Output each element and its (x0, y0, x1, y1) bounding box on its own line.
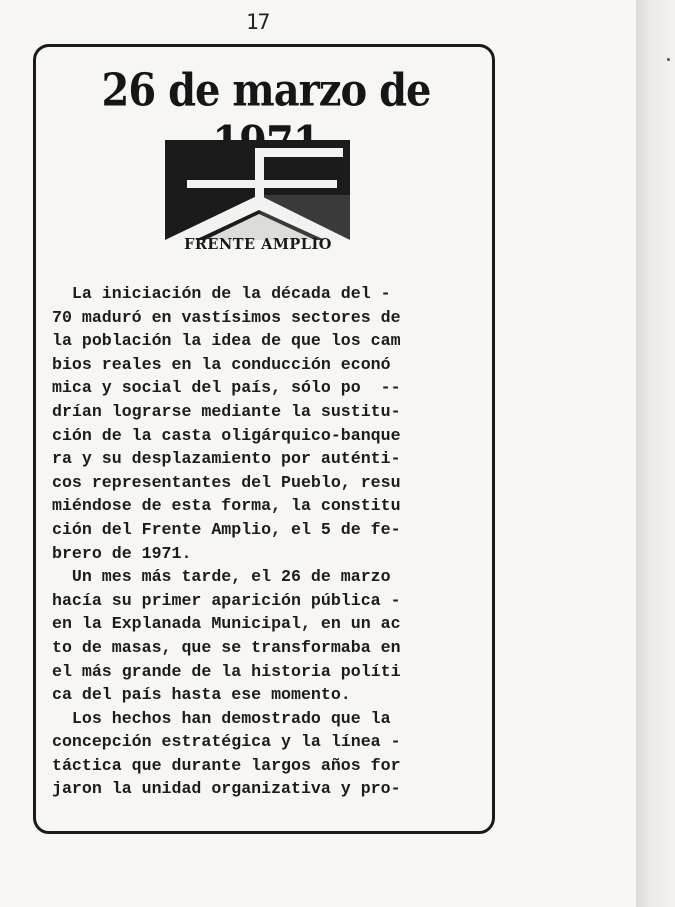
body-line: hacía su primer aparición pública - (52, 590, 401, 610)
body-line: cos representantes del Pueblo, resu (52, 472, 401, 492)
body-line: el más grande de la historia políti (52, 661, 401, 681)
body-line: to de masas, que se transformaba en (52, 637, 401, 657)
article-headline: 26 de marzo de (101, 64, 431, 117)
frente-amplio-logo (165, 140, 350, 240)
body-line: en la Explanada Municipal, en un ac (52, 614, 401, 634)
body-line: ca del país hasta ese momento. (52, 685, 351, 705)
body-line: miéndose de esta forma, la constitu (52, 496, 401, 516)
body-line: 70 maduró en vastísimos sectores de (52, 307, 401, 327)
body-line: La iniciación de la década del - (52, 284, 391, 303)
body-line: ra y su desplazamiento por auténti- (52, 449, 401, 469)
body-line: Un mes más tarde, el 26 de marzo (52, 567, 391, 587)
body-line: Los hechos han demostrado que la (52, 708, 391, 728)
page-edge (636, 0, 675, 907)
page-number: 17 (246, 10, 270, 34)
body-line: la población la idea de que los cam (52, 331, 401, 351)
logo-caption: FRENTE AMPLIO (184, 236, 332, 253)
body-line: concepción estratégica y la línea - (52, 732, 401, 752)
body-line: mica y social del país, sólo po -- (52, 378, 401, 398)
body-line: bios reales en la conducción econó (52, 354, 391, 374)
body-line: ción de la casta oligárquico-banque (52, 425, 401, 445)
article-body (52, 282, 492, 801)
body-line: jaron la unidad organizativa y pro- (52, 779, 401, 799)
body-line: ción del Frente Amplio, el 5 de fe- (52, 519, 401, 539)
paper-speck (667, 58, 670, 61)
body-line: táctica que durante largos años for (52, 755, 401, 775)
body-line: brero de 1971. (52, 543, 192, 563)
body-line: drían lograrse mediante la sustitu- (52, 401, 401, 421)
